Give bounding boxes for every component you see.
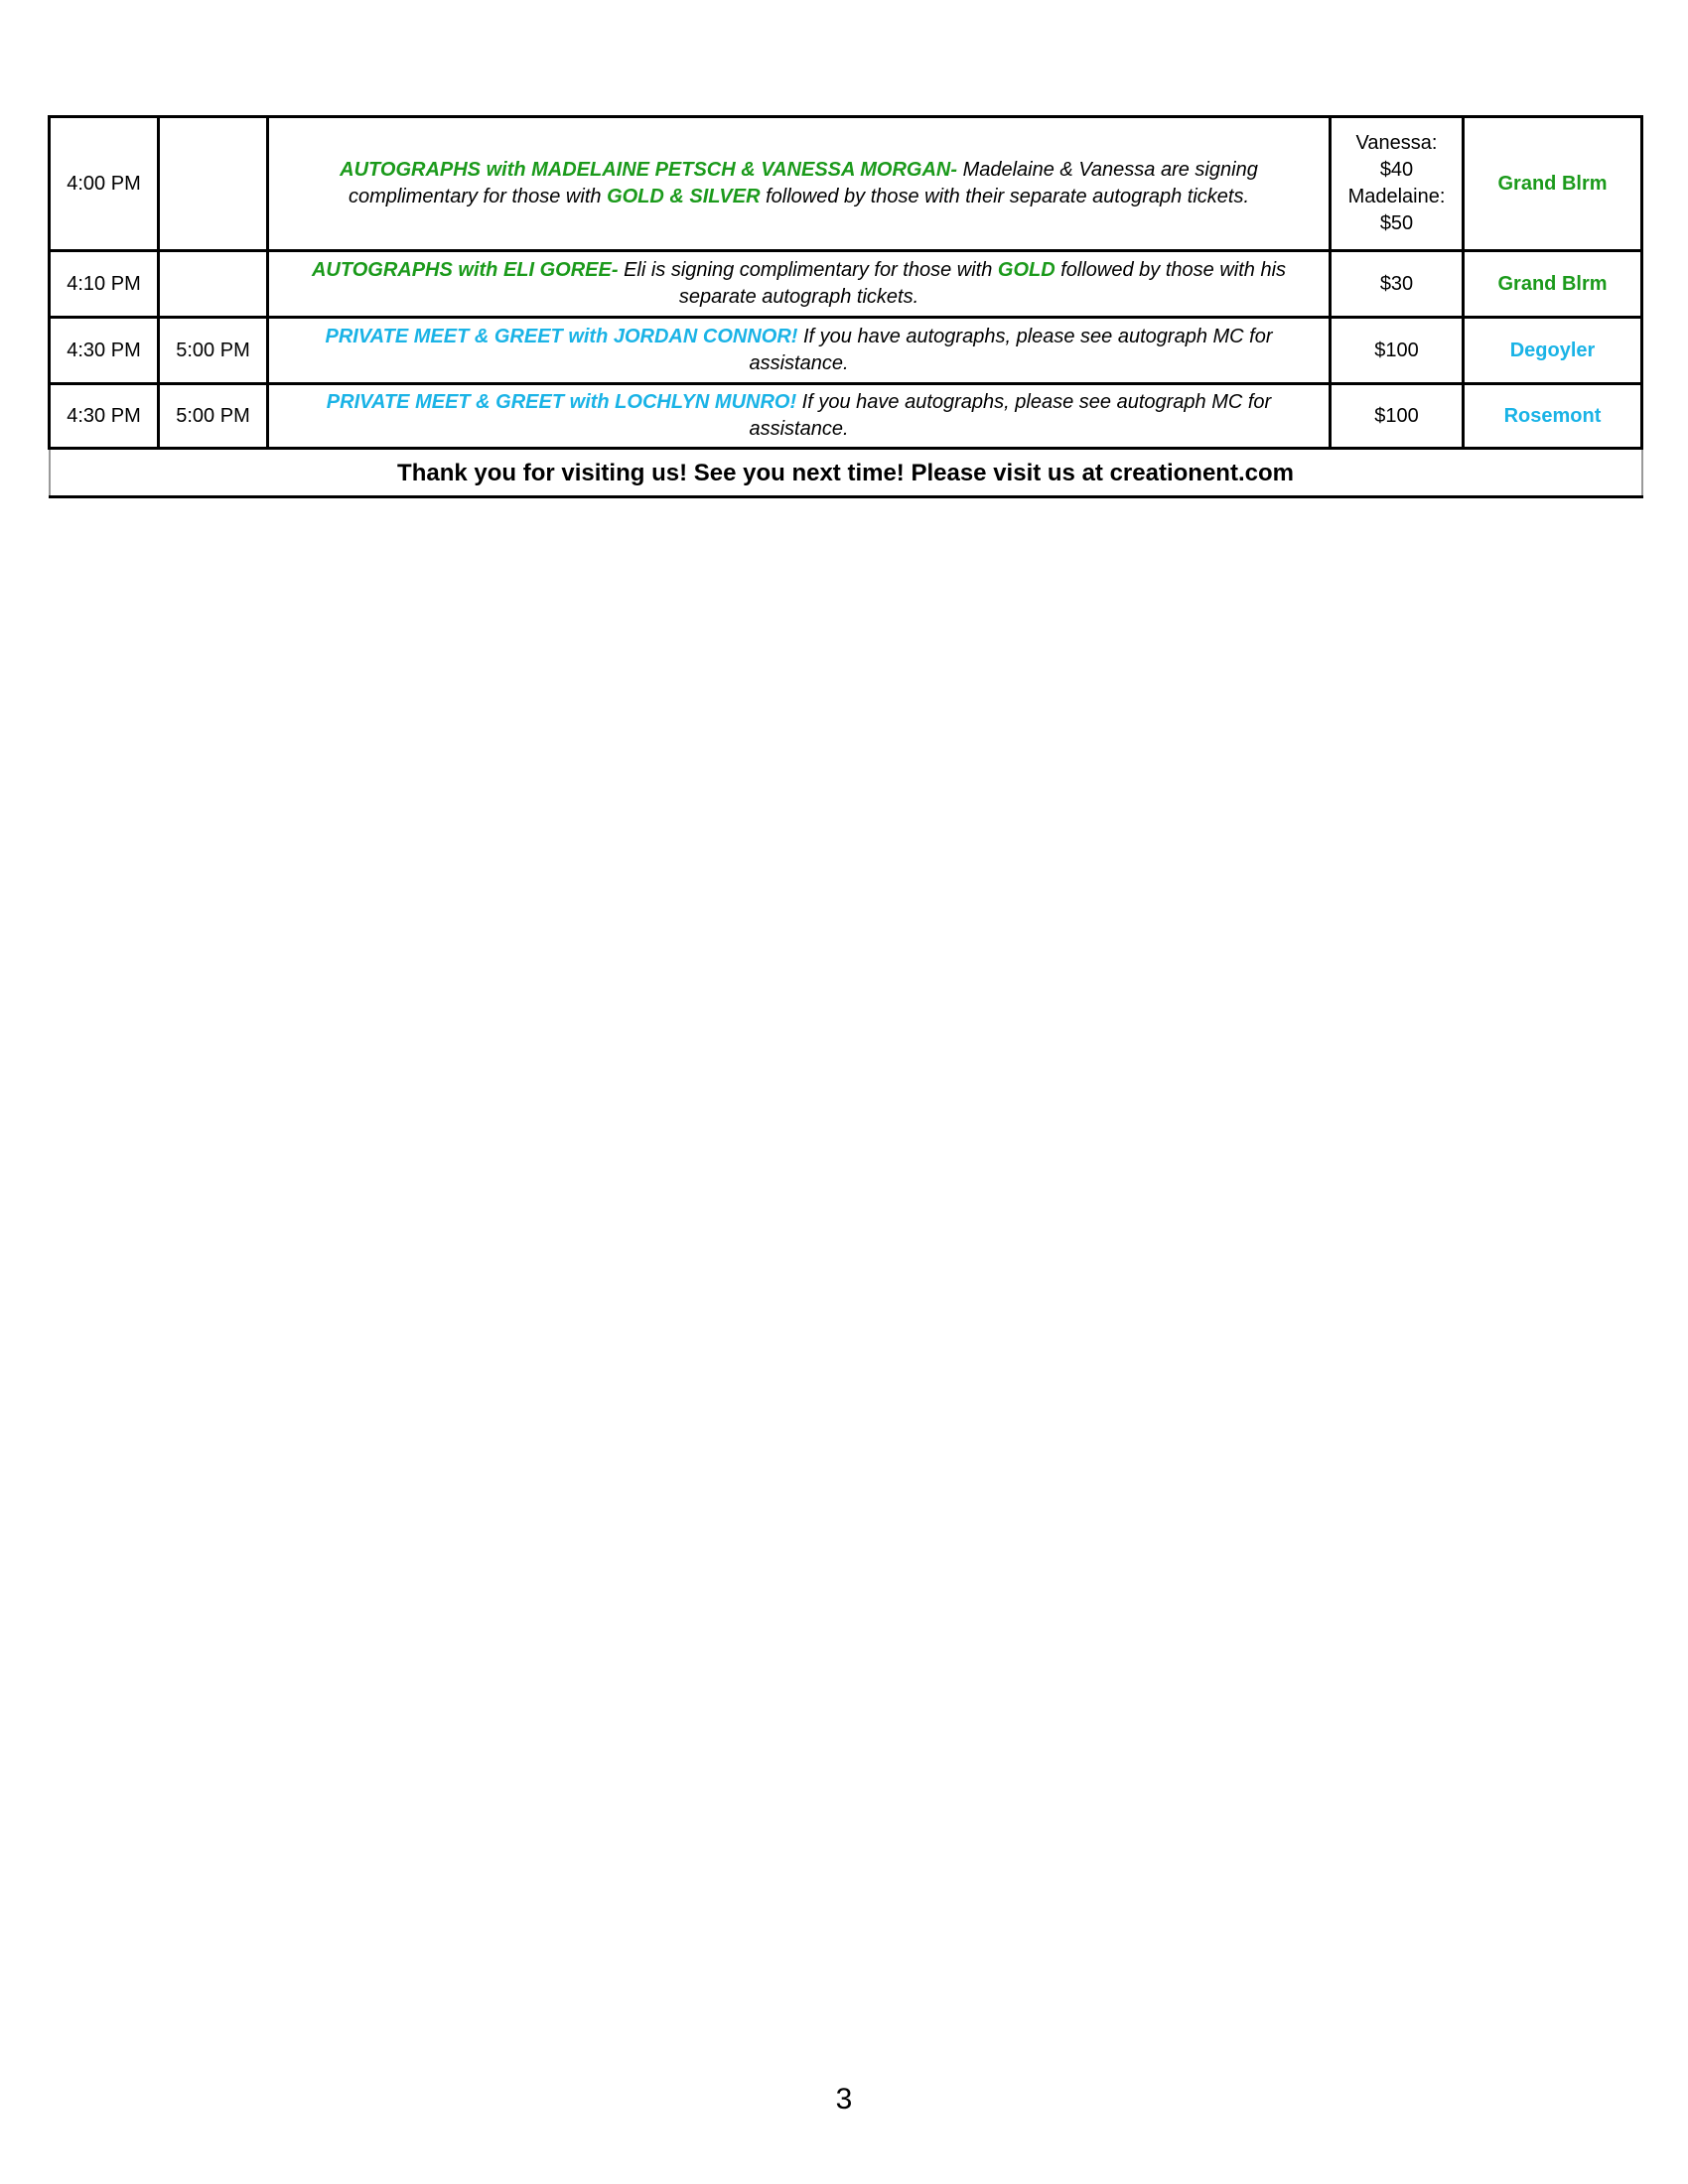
event-detail: Eli is signing complimentary for those with <box>618 259 998 281</box>
end-time <box>159 251 268 318</box>
event-location: Degoyler <box>1464 318 1642 384</box>
event-description <box>268 251 1331 318</box>
event-title: PRIVATE MEET & GREET with JORDAN CONNOR! <box>325 326 798 347</box>
event-title: AUTOGRAPHS with ELI GOREE- <box>311 259 619 281</box>
event-tier: GOLD & SILVER <box>607 186 761 207</box>
start-time: 4:10 PM <box>50 251 159 318</box>
event-description <box>268 384 1331 449</box>
price-line: $40 <box>1379 159 1414 181</box>
table-row <box>50 117 1642 251</box>
footer-message: Thank you for visiting us! See you next time! Please visit us at creationent.com <box>50 449 1642 497</box>
table-row <box>50 251 1642 318</box>
event-location: Rosemont <box>1464 384 1642 449</box>
event-detail: If you have autographs, please see autograph MC for assistance. <box>749 391 1272 440</box>
event-price: $30 <box>1331 251 1464 318</box>
event-tier: GOLD <box>997 259 1055 281</box>
start-time: 4:30 PM <box>50 384 159 449</box>
page-number: 3 <box>835 2083 853 2116</box>
event-price: $100 <box>1331 384 1464 449</box>
table-row <box>50 384 1642 449</box>
table-footer-row <box>50 449 1642 497</box>
price-line: Madelaine: <box>1347 186 1446 207</box>
end-time: 5:00 PM <box>159 384 268 449</box>
start-time: 4:30 PM <box>50 318 159 384</box>
event-price <box>1331 117 1464 251</box>
price-line: Vanessa: <box>1355 132 1438 154</box>
event-location: Grand Blrm <box>1464 251 1642 318</box>
event-title: AUTOGRAPHS with MADELAINE PETSCH & VANESSA MORGAN- <box>340 159 958 181</box>
schedule-table <box>48 115 1643 498</box>
price-line: $50 <box>1379 212 1414 234</box>
table-row <box>50 318 1642 384</box>
event-detail: followed by those with their separate autograph tickets. <box>760 186 1250 207</box>
event-detail: If you have autographs, please see autograph MC for assistance. <box>749 326 1273 374</box>
event-location: Grand Blrm <box>1464 117 1642 251</box>
end-time: 5:00 PM <box>159 318 268 384</box>
event-title: PRIVATE MEET & GREET with LOCHLYN MUNRO! <box>326 391 797 413</box>
event-detail: followed by those with his separate autograph tickets. <box>678 259 1287 308</box>
event-detail: Madelaine & Vanessa are signing complimentary for those with <box>348 159 1258 207</box>
start-time: 4:00 PM <box>50 117 159 251</box>
event-price: $100 <box>1331 318 1464 384</box>
event-description <box>268 318 1331 384</box>
event-description <box>268 117 1331 251</box>
end-time <box>159 117 268 251</box>
